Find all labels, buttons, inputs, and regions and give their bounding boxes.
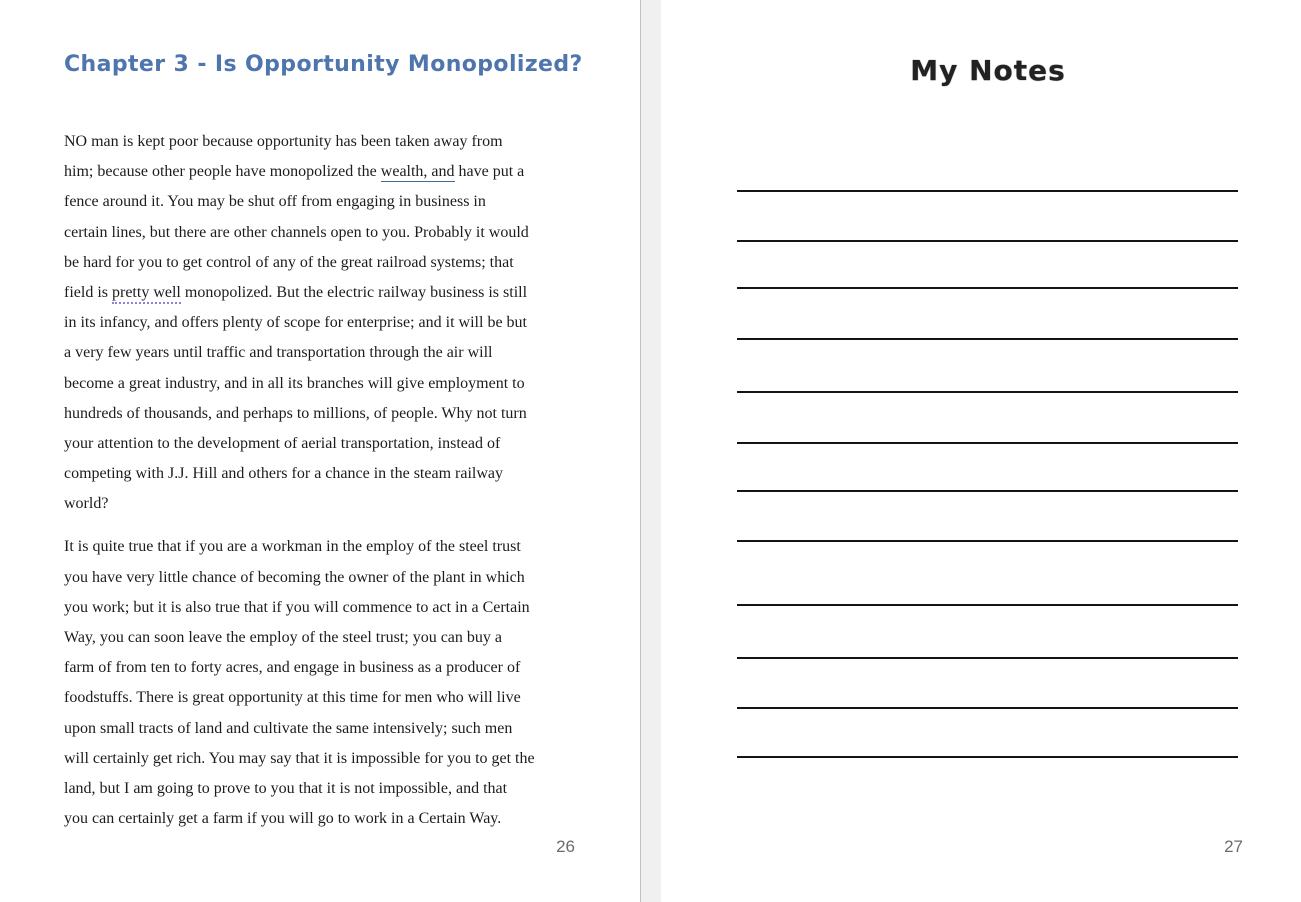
underlined-text: wealth, and — [380, 163, 455, 181]
text-segment: have put a — [454, 163, 525, 181]
text-segment: you work; but it is also true that if you will commence to act in a Certain — [64, 598, 530, 616]
text-segment: will certainly get rich. You may say that it is impossible for you to get the — [64, 749, 535, 767]
body-text-line — [64, 278, 604, 308]
body-text-line — [64, 369, 604, 399]
text-segment: NO man is kept poor because opportunity has been taken away from — [64, 133, 503, 150]
body-text-line — [64, 308, 604, 338]
text-segment: in its infancy, and offers plenty of scope for enterprise; and it will be but — [64, 314, 527, 332]
text-segment: competing with J.J. Hill and others for a chance in the steam railway — [64, 465, 503, 483]
note-ruled-line — [737, 240, 1238, 242]
text-segment: foodstuffs. There is great opportunity at this time for men who will live — [64, 689, 521, 707]
note-ruled-line — [737, 338, 1238, 340]
notes-ruled-area — [661, 0, 1301, 902]
text-segment: farm of from ten to forty acres, and engage in business as a producer of — [64, 659, 521, 677]
body-text-line — [64, 218, 604, 248]
body-text-line — [64, 399, 604, 429]
body-text-line — [64, 653, 604, 683]
note-ruled-line — [737, 490, 1238, 492]
note-ruled-line — [737, 657, 1238, 659]
body-text-line — [64, 157, 604, 187]
note-ruled-line — [737, 756, 1238, 758]
body-text-line — [64, 563, 604, 593]
text-segment: him; because other people have monopolized the — [64, 163, 381, 181]
body-text-line — [64, 248, 604, 278]
body-text-line — [64, 489, 604, 519]
note-ruled-line — [737, 707, 1238, 709]
text-segment: Way, you can soon leave the employ of the steel trust; you can buy a — [64, 629, 502, 646]
note-ruled-line — [737, 287, 1238, 289]
text-segment: world? — [64, 495, 109, 513]
chapter-heading: Chapter 3 - Is Opportunity Monopolized? — [64, 52, 583, 77]
text-segment: fence around it. You may be shut off from engaging in business in — [64, 193, 486, 211]
note-ruled-line — [737, 604, 1238, 606]
body-text-line — [64, 683, 604, 713]
notes-heading: My Notes — [910, 54, 1066, 87]
body-paragraph — [64, 532, 604, 834]
text-segment: your attention to the development of aerial transportation, instead of — [64, 434, 501, 452]
body-text-line — [64, 744, 604, 774]
page-number-right: 27 — [1224, 837, 1243, 856]
page-gutter — [640, 0, 663, 902]
note-ruled-line — [737, 391, 1238, 393]
body-text-line — [64, 714, 604, 744]
text-segment: become a great industry, and in all its branches will give employment to — [64, 374, 525, 392]
body-text-line — [64, 127, 604, 157]
text-segment: you can certainly get a farm if you will go to work in a Certain Way. — [64, 810, 502, 828]
left-page — [0, 0, 640, 902]
body-text-line — [64, 623, 604, 653]
page-number-left: 26 — [556, 837, 575, 856]
right-page — [661, 0, 1301, 902]
body-paragraph — [64, 127, 604, 519]
text-segment: you have very little chance of becoming the owner of the plant in which — [64, 568, 525, 586]
text-segment: field is — [64, 283, 112, 301]
note-ruled-line — [737, 442, 1238, 444]
body-text-line — [64, 338, 604, 368]
text-segment: It is quite true that if you are a workman in the employ of the steel trust — [64, 538, 521, 556]
chapter-body — [64, 127, 604, 834]
note-ruled-line — [737, 190, 1238, 192]
body-text-line — [64, 804, 604, 834]
text-segment: a very few years until traffic and transportation through the air will — [64, 344, 493, 362]
body-text-line — [64, 774, 604, 804]
body-text-line — [64, 429, 604, 459]
text-segment: hundreds of thousands, and perhaps to millions, of people. Why not turn — [64, 404, 527, 422]
text-segment: upon small tracts of land and cultivate the same intensively; such men — [64, 719, 513, 737]
body-text-line — [64, 532, 604, 562]
text-segment: certain lines, but there are other channels open to you. Probably it would — [64, 223, 529, 241]
text-segment: land, but I am going to prove to you that it is not impossible, and that — [64, 779, 508, 797]
text-segment: be hard for you to get control of any of the great railroad systems; that — [64, 253, 514, 271]
note-ruled-line — [737, 540, 1238, 542]
text-segment: monopolized. But the electric railway business is still — [180, 283, 528, 301]
body-text-line — [64, 187, 604, 217]
dotted-underlined-text: pretty well — [112, 284, 181, 304]
body-text-line — [64, 459, 604, 489]
body-text-line — [64, 593, 604, 623]
